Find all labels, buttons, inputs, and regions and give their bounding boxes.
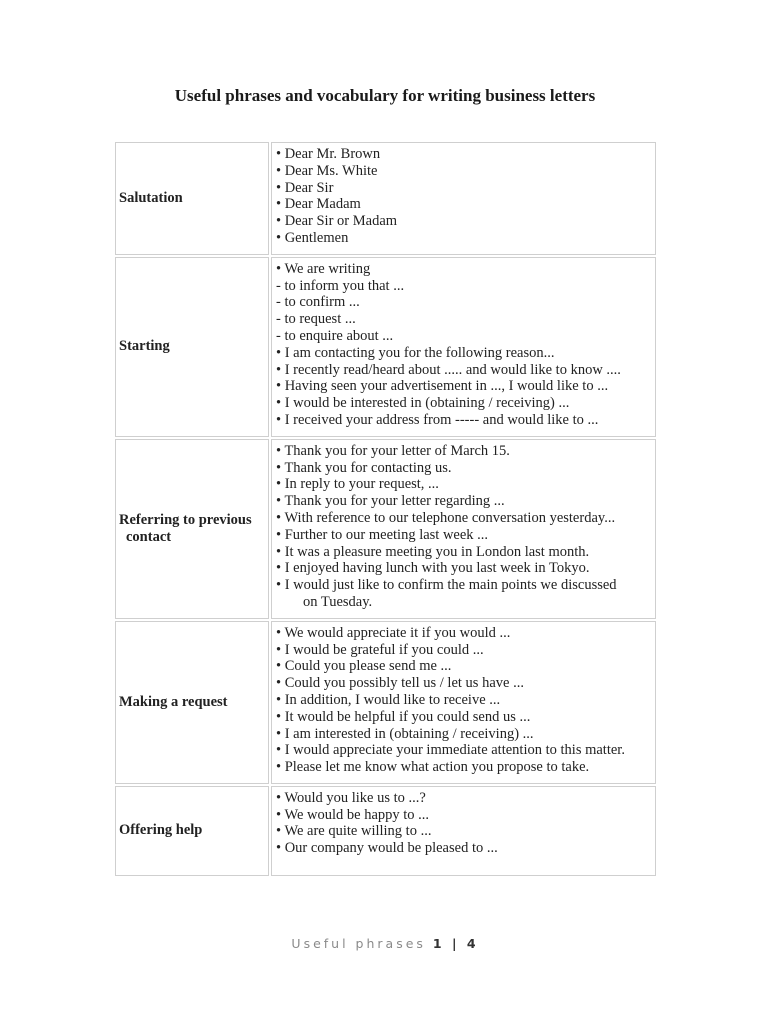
phrase-item: • I would be interested in (obtaining / receiving) ... bbox=[276, 395, 570, 412]
page-footer bbox=[0, 936, 770, 951]
phrase-item: • Having seen your advertisement in ..., I would like to ... bbox=[276, 378, 609, 395]
category-offering-help: Offering help bbox=[115, 786, 269, 876]
phrase-item: • Dear Sir or Madam bbox=[276, 213, 398, 230]
phrase-item: • Dear Mr. Brown bbox=[276, 146, 381, 162]
phrase-item: • Thank you for your letter of March 15. bbox=[276, 442, 510, 459]
category-line: contact bbox=[126, 528, 172, 545]
phrase-list-offering bbox=[271, 786, 656, 876]
phrase-item: • Dear Sir bbox=[276, 179, 334, 196]
phrase-item: • I enjoyed having lunch with you last week in Tokyo. bbox=[276, 560, 590, 577]
phrase-item: • Dear Ms. White bbox=[276, 162, 378, 179]
phrase-item: • I am interested in (obtaining / receiving) ... bbox=[276, 725, 534, 742]
table-row-request bbox=[115, 621, 656, 784]
phrase-item: • I recently read/heard about ..... and would like to know .... bbox=[276, 361, 621, 378]
phrase-item: • Further to our meeting last week ... bbox=[276, 526, 489, 543]
phrase-item: • We are quite willing to ... bbox=[276, 823, 432, 840]
phrase-item-continuation: on Tuesday. bbox=[303, 593, 373, 610]
phrase-list-salutation bbox=[271, 142, 656, 255]
category-salutation: Salutation bbox=[115, 142, 269, 255]
footer-label: Useful phrases bbox=[291, 936, 426, 951]
phrase-item: • Would you like us to ...? bbox=[276, 789, 426, 806]
phrase-list-request bbox=[271, 621, 656, 784]
phrase-list-starting bbox=[271, 257, 656, 437]
phrase-item: • Our company would be pleased to ... bbox=[276, 840, 498, 857]
phrase-item: • In addition, I would like to receive ... bbox=[276, 691, 501, 708]
phrase-item: • Could you please send me ... bbox=[276, 658, 452, 675]
phrase-item: • Gentlemen bbox=[276, 229, 349, 246]
phrase-item: • It would be helpful if you could send us ... bbox=[276, 708, 531, 725]
phrase-item: • I received your address from ----- and would like to ... bbox=[276, 411, 599, 428]
table-row-offering bbox=[115, 786, 656, 876]
phrase-item: • I am contacting you for the following reason... bbox=[276, 344, 555, 361]
phrases-table bbox=[113, 140, 658, 878]
phrase-item: - to request ... bbox=[276, 311, 356, 328]
phrase-item: - to enquire about ... bbox=[276, 327, 394, 344]
phrase-item: • In reply to your request, ... bbox=[276, 476, 439, 493]
phrase-item: • Could you possibly tell us / let us have ... bbox=[276, 675, 524, 692]
category-starting: Starting bbox=[115, 257, 269, 437]
phrase-item: • With reference to our telephone conversation yesterday... bbox=[276, 509, 616, 526]
phrase-item: • We are writing bbox=[276, 260, 371, 277]
phrase-item: • We would appreciate it if you would ... bbox=[276, 624, 511, 641]
category-line: Referring to previous bbox=[119, 511, 252, 528]
category-referring-to-previous-contact bbox=[115, 439, 269, 619]
phrase-item: • I would just like to confirm the main points we discussed bbox=[276, 577, 617, 594]
phrase-item: • We would be happy to ... bbox=[276, 806, 430, 823]
page-number: 1 | 4 bbox=[432, 936, 479, 951]
phrase-item: • Please let me know what action you propose to take. bbox=[276, 759, 590, 776]
phrase-item: - to inform you that ... bbox=[276, 277, 405, 294]
phrase-item: • Thank you for your letter regarding ... bbox=[276, 493, 505, 510]
phrase-list-referring bbox=[271, 439, 656, 619]
table-row-referring bbox=[115, 439, 656, 619]
table-row-salutation bbox=[115, 142, 656, 255]
document-title: Useful phrases and vocabulary for writing business letters bbox=[174, 86, 596, 105]
phrase-item: • Dear Madam bbox=[276, 196, 361, 213]
phrase-item: • Thank you for contacting us. bbox=[276, 459, 452, 476]
phrase-item: • I would be grateful if you could ... bbox=[276, 641, 484, 658]
phrase-item: • It was a pleasure meeting you in London last month. bbox=[276, 543, 590, 560]
table-row-starting bbox=[115, 257, 656, 437]
phrase-item: - to confirm ... bbox=[276, 294, 360, 311]
category-making-a-request: Making a request bbox=[115, 621, 269, 784]
phrase-item: • I would appreciate your immediate attention to this matter. bbox=[276, 742, 625, 759]
